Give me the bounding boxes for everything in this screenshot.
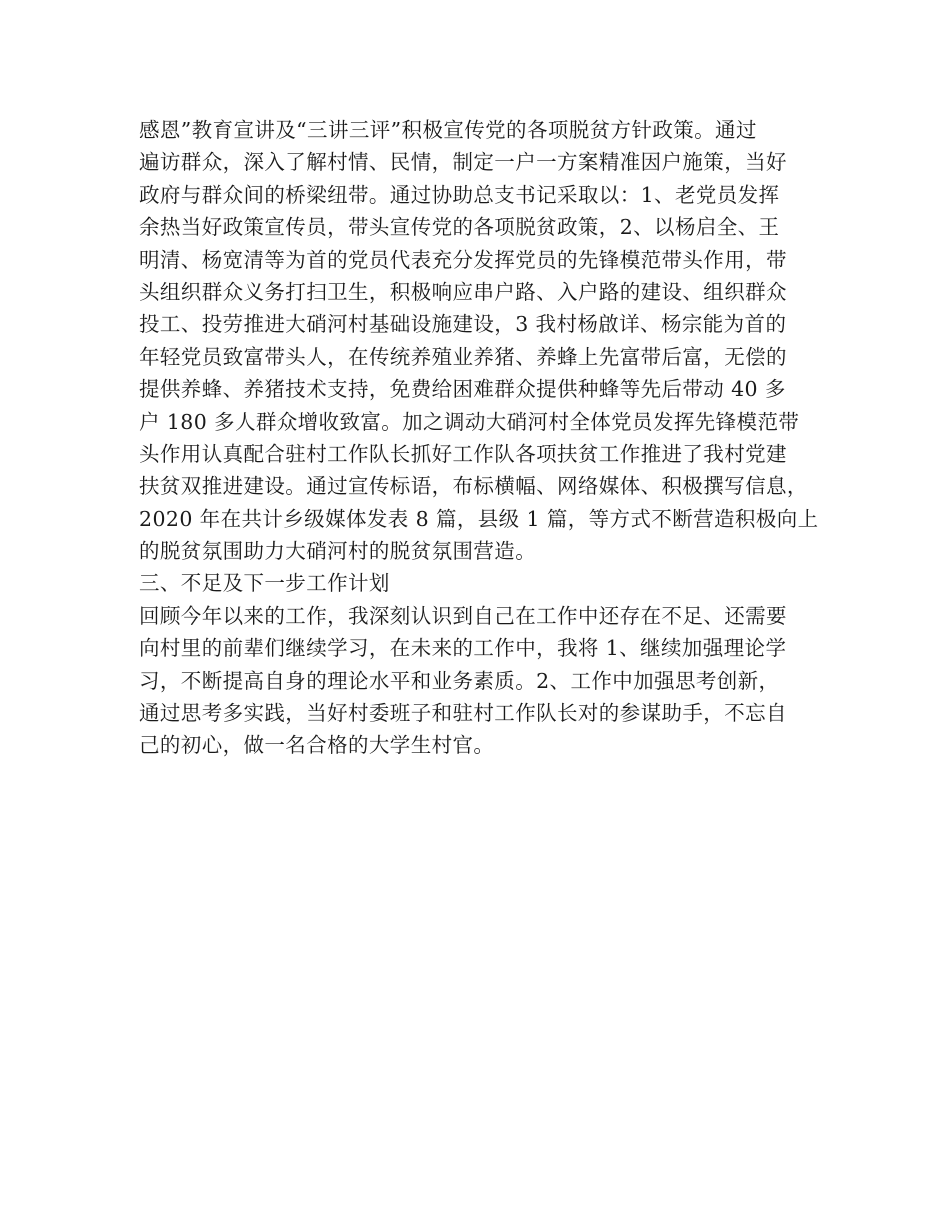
text-line: 提供养蜂、养猪技术支持，免费给困难群众提供种蜂等先后带动 40 多: [139, 377, 786, 402]
text-line: 感恩”教育宣讲及“三讲三评”积极宣传党的各项脱贫方针政策。通过: [139, 118, 757, 142]
text-line: 余热当好政策宣传员，带头宣传党的各项脱贫政策，2、以杨启全、王: [139, 215, 780, 240]
text-line: 明清、杨宽清等为首的党员代表充分发挥党员的先锋模范带头作用，带: [139, 247, 787, 272]
document-body: [139, 114, 839, 762]
paragraph-poverty-work: [139, 114, 839, 567]
text-line: 遍访群众，深入了解村情、民情，制定一户一方案精准因户施策，当好: [139, 150, 787, 175]
text-line: 2020 年在共计乡级媒体发表 8 篇，县级 1 篇，等方式不断营造积极向上: [139, 506, 819, 531]
text-line: 户 180 多人群众增收致富。加之调动大硝河村全体党员发挥先锋模范带: [139, 409, 800, 434]
text-line: 头作用认真配合驻村工作队长抓好工作队各项扶贫工作推进了我村党建: [139, 441, 787, 466]
text-line: 通过思考多实践，当好村委班子和驻村工作队长对的参谋助手，不忘自: [139, 701, 787, 726]
text-line: 己的初心，做一名合格的大学生村官。: [139, 733, 495, 758]
text-line: 扶贫双推进建设。通过宣传标语，布标横幅、网络媒体、积极撰写信息，: [139, 474, 808, 499]
text-line: 年轻党员致富带头人，在传统养殖业养猪、养蜂上先富带后富，无偿的: [139, 344, 787, 369]
text-line: 回顾今年以来的工作，我深刻认识到自己在工作中还存在不足、还需要: [139, 603, 787, 628]
paragraph-next-steps: [139, 600, 839, 762]
section-heading: 三、不足及下一步工作计划: [139, 571, 390, 596]
text-line: 政府与群众间的桥梁纽带。通过协助总支书记采取以：1、老党员发挥: [139, 182, 780, 207]
text-line: 的脱贫氛围助力大硝河村的脱贫氛围营造。: [139, 539, 537, 564]
text-line: 投工、投劳推进大硝河村基础设施建设，3 我村杨啟详、杨宗能为首的: [139, 312, 787, 337]
text-line: 向村里的前辈们继续学习，在未来的工作中，我将 1、继续加强理论学: [139, 636, 787, 661]
text-line: 习，不断提高自身的理论水平和业务素质。2、工作中加强思考创新，: [139, 668, 780, 693]
text-line: 头组织群众义务打扫卫生，积极响应串户路、入户路的建设、组织群众: [139, 279, 787, 304]
